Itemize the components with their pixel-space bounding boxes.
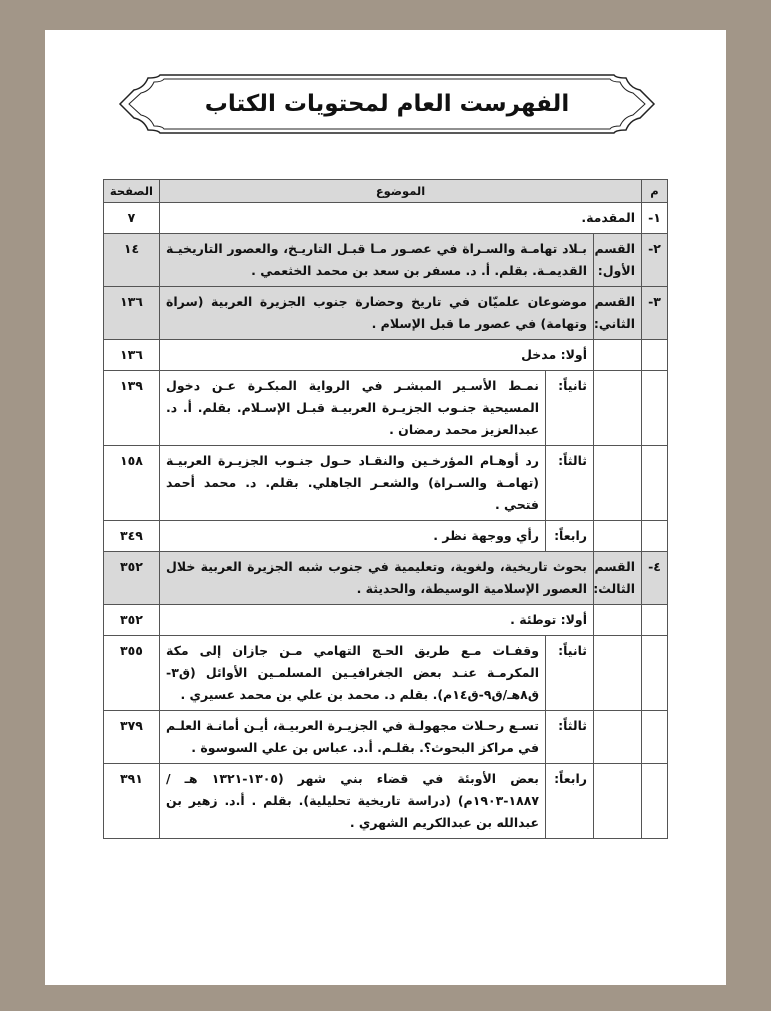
row-num: ٤-	[642, 552, 668, 605]
table-row	[104, 552, 668, 605]
table-row	[104, 371, 668, 446]
table-row	[104, 521, 668, 552]
row-topic: بـلاد تهامـة والسـراة في عصـور مـا قبـل التاريـخ، والعصور التاريخيـة القديمـة. بقلم. أ. د. مسفر بن سعد بن محمد الخثعمي .	[160, 234, 594, 287]
row-page: ٣٤٩	[104, 521, 160, 552]
contents-table	[103, 179, 668, 839]
row-page: ٣٥٥	[104, 636, 160, 711]
sub-label: رابعاً:	[546, 764, 594, 839]
row-page: ٣٥٢	[104, 605, 160, 636]
sub-label: ثالثاً:	[546, 446, 594, 521]
row-topic	[160, 340, 594, 371]
sub-label: أولا:	[560, 612, 587, 627]
sub-label: ثانياً:	[546, 371, 594, 446]
row-page: ١٤	[104, 234, 160, 287]
sub-label: ثانياً:	[546, 636, 594, 711]
row-topic: بعض الأوبئة في قضاء بني شهر (١٣٠٥-١٣٢١ هـ / ١٨٨٧-١٩٠٣م) (دراسة تاريخية تحليلية). بقلم . أ.د. زهير بن عبدالله بن عبدالكريم الشهري .	[160, 764, 546, 839]
row-num: ١-	[642, 203, 668, 234]
title-banner	[118, 74, 656, 134]
sub-label: ثالثاً:	[546, 711, 594, 764]
row-page: ١٣٩	[104, 371, 160, 446]
table-row	[104, 340, 668, 371]
sub-label: رابعاً:	[546, 521, 594, 552]
row-topic: رد أوهـام المؤرخـين والنقـاد حـول جنـوب الجزيـرة العربيـة (تهامـة والسـراة) والشعـر الجاهلي. بقلم. د. محمد أحمد فتحي .	[160, 446, 546, 521]
row-page: ١٣٦	[104, 287, 160, 340]
sub-label: أولا:	[560, 347, 587, 362]
row-page: ٣٥٢	[104, 552, 160, 605]
sub-topic: مدخل	[521, 347, 557, 362]
section-label: القسم الثالث:	[594, 552, 642, 605]
table-header-row	[104, 180, 668, 203]
section-label: القسم الثاني:	[594, 287, 642, 340]
table-row	[104, 636, 668, 711]
header-topic: الموضوع	[160, 180, 642, 203]
table-row	[104, 287, 668, 340]
table-row	[104, 234, 668, 287]
row-topic: رأي ووجهة نظر .	[160, 521, 546, 552]
row-page: ٣٧٩	[104, 711, 160, 764]
table-row	[104, 605, 668, 636]
row-topic: بحوث تاريخية، ولغوية، وتعليمية في جنوب شبه الجزيرة العربية خلال العصور الإسلامية الوسيطة، والحديثة .	[160, 552, 594, 605]
header-num: م	[642, 180, 668, 203]
row-topic: تسـع رحـلات مجهولـة في الجزيـرة العربيـة، أيـن أمانـة العلـم في مراكز البحوث؟. بقلـم. أ.د. عباس بن علي السوسوة .	[160, 711, 546, 764]
row-topic: نمـط الأسـير المبشـر في الرواية المبكـرة عـن دخول المسيحية جنـوب الجزيـرة العربيـة قبـل الإسـلام. بقلم. أ. د. عبدالعزيز محمد رمضان .	[160, 371, 546, 446]
row-page: ٧	[104, 203, 160, 234]
sub-topic: توطئة .	[510, 612, 557, 627]
row-topic	[160, 605, 594, 636]
row-topic: موضوعان علميّان في تاريخ وحضارة جنوب الجزيرة العربية (سراة وتهامة) في عصور ما قبل الإسلام .	[160, 287, 594, 340]
table-row	[104, 446, 668, 521]
row-topic: المقدمة.	[160, 203, 642, 234]
row-num: ٢-	[642, 234, 668, 287]
book-page	[45, 30, 726, 985]
row-topic: وقفـات مـع طريق الحـج التهامي مـن جازان إلى مكة المكرمـة عنـد بعض الجغرافيـين المسلمـين الأوائل (ق٣-ق٨هـ/ق٩-ق١٤م). بقلم د. محمد بن علي بن محمد عسيري .	[160, 636, 546, 711]
row-page: ٣٩١	[104, 764, 160, 839]
row-num: ٣-	[642, 287, 668, 340]
table-row	[104, 711, 668, 764]
table-row	[104, 764, 668, 839]
table-row	[104, 203, 668, 234]
row-page: ١٣٦	[104, 340, 160, 371]
header-page: الصفحة	[104, 180, 160, 203]
section-label: القسم الأول:	[594, 234, 642, 287]
row-page: ١٥٨	[104, 446, 160, 521]
page-title: الفهرست العام لمحتويات الكتاب	[204, 91, 570, 117]
